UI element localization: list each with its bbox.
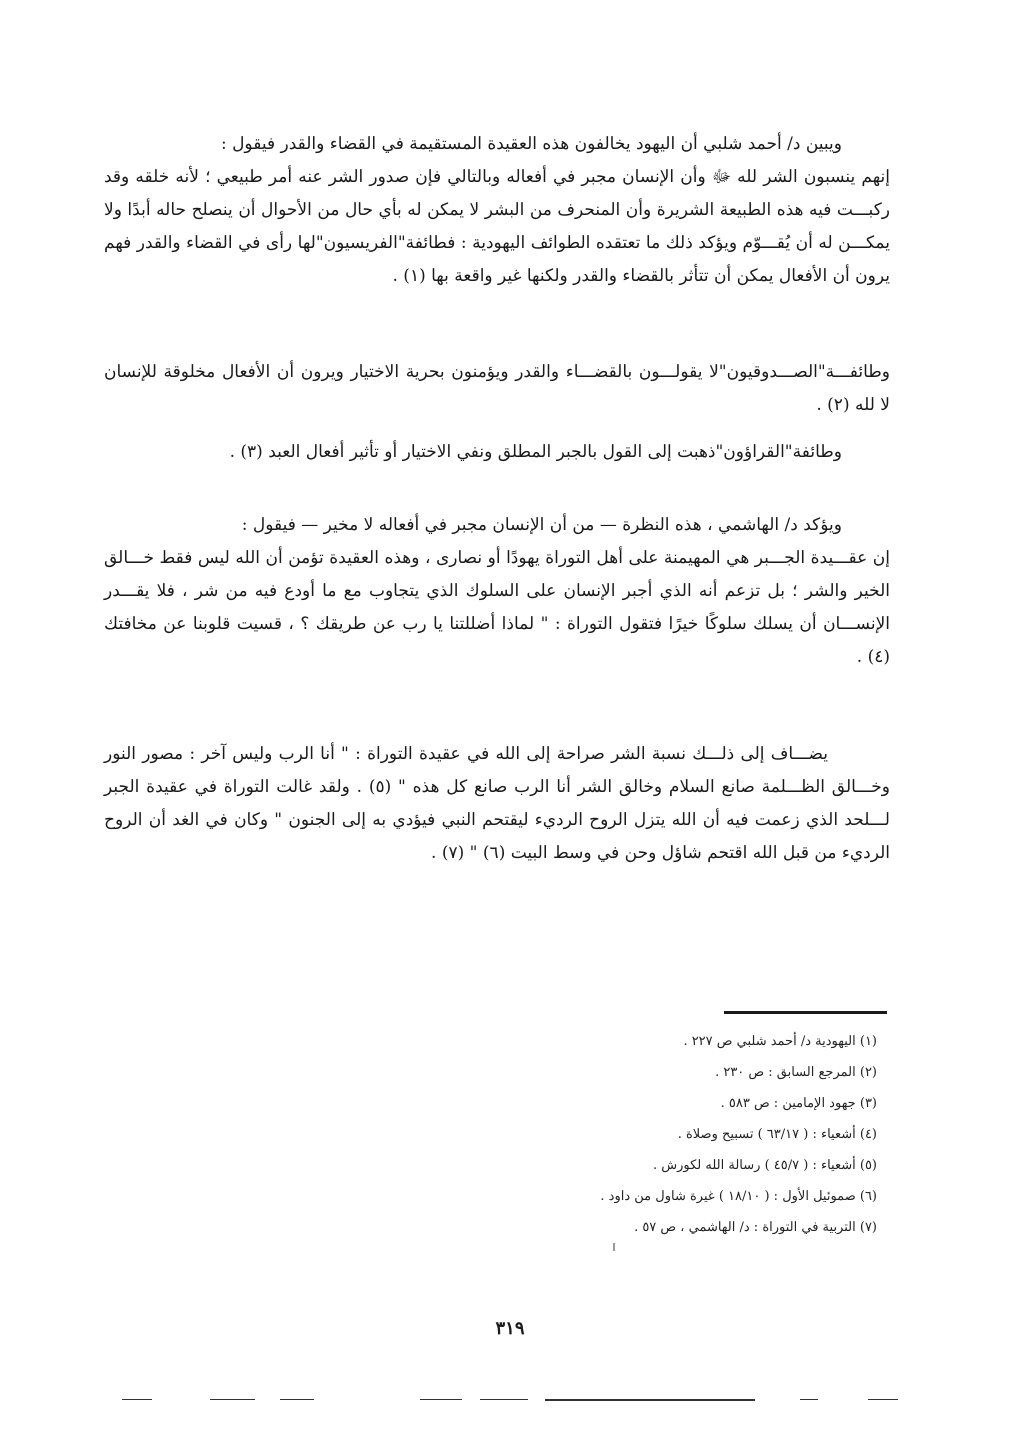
paragraph-4-intro: ويؤكد د/ الهاشمي ، هذه النظرة — من أن الإنسان مجبر في أفعاله لا مخير — فيقول :: [241, 515, 842, 535]
footnotes: [457, 1026, 877, 1243]
bottom-edge-dash: [480, 1399, 528, 1400]
footnote-6: (٦) صموئيل الأول : ( ١٨/١٠ ) غيرة شاول من داود .: [600, 1189, 877, 1204]
footnote-7: (٧) التربية في التوراة : د/ الهاشمي ، ص ٥٧ .: [634, 1220, 877, 1235]
bottom-edge-dash: [800, 1399, 818, 1400]
paragraph-2: وطائفـــة"الصـــدوقيون"لا يقولـــون بالقضـــاء والقدر ويؤمنون بحرية الاختيار ويرون أن الأفعال مخلوقة للإنسان لا لله (٢) .: [104, 362, 890, 415]
footnote-1: (١) اليهودية د/ أحمد شلبي ص ٢٢٧ .: [683, 1034, 877, 1049]
paragraph-1-body: إنهم ينسبون الشر لله ﷻ وأن الإنسان مجبر في أفعاله وبالتالي فإن صدور الشر عنه أمر طبيعي ؛ لأنه خلقه وقد ركبـــت فيه هذه الطبيعة الشريرة وأن المنحرف من البشر لا يمكن له بأي حال من الأحوال أن ينصلح حاله أبدًا ولا يمكـــن له أن يُقـــوّم ويؤكد ذلك ما تعتقده الطوائف اليهودية : فطائفة"الفريسيون"لها رأى في القضاء والقدر فهم يرون أن الأفعال يمكن أن تتأثر بالقضاء والقدر ولكنها غير واقعة بها (١) .: [104, 167, 890, 286]
bottom-edge-dash: [122, 1399, 152, 1400]
paragraph-3: وطائفة"القراؤون"ذهبت إلى القول بالجبر المطلق ونفي الاختيار أو تأثير أفعال العبد (٣) .: [229, 442, 842, 462]
footnote-3: (٣) جهود الإمامين : ص ٥٨٣ .: [720, 1096, 877, 1111]
bottom-edge-dash: [280, 1399, 314, 1400]
bottom-edge-dash: [420, 1399, 462, 1400]
paragraph-5: يضـــاف إلى ذلـــك نسبة الشر صراحة إلى الله في عقيدة التوراة : " أنا الرب وليس آخر : مصور النور وخـــالق الظـــلمة صانع السلام وخالق الشر أنا الرب صانع كل هذه " (٥) . ولقد غالت التوراة في عقيدة الجبر لـــلحد الذي زعمت فيه أن الله يتزل الروح الرديء ليقتحم النبي فيؤدي به إلى الجنون " وكان في الغد أن الروح الرديء من قبل الله اقتحم شاؤل وحن في وسط البيت (٦) " (٧) .: [104, 744, 890, 863]
bottom-edge-dash: [210, 1399, 255, 1400]
paragraph-block-5: [104, 738, 890, 870]
footnote-4: (٤) أشعياء : ( ٦٣/١٧ ) تسبيح وصلاة .: [677, 1127, 877, 1142]
footnote-2: (٢) المرجع السابق : ص ٢٣٠ .: [715, 1065, 877, 1080]
paragraph-4-body: إن عقـــيدة الجـــبر هي المهيمنة على أهل التوراة يهودًا أو نصارى ، وهذه العقيدة تؤمن أن الله ليس فقط خـــالق الخير والشر ؛ بل تزعم أنه الذي أجبر الإنسان على السلوك الذي يتجاوب مع ما أودع فيه من شر ، فلا يقـــدر الإنســـان أن يسلك سلوكًا خيرًا فتقول التوراة : " لماذا أضللتنا يا رب عن طريقك ؟ ، قسيت قلوبنا عن مخافتك (٤) .: [104, 548, 890, 667]
paragraph-block-3: [104, 436, 890, 469]
bottom-edge-dash: [545, 1399, 755, 1401]
paragraph-block-1: [104, 128, 890, 293]
bottom-edge-dash: [868, 1399, 898, 1400]
footnote-separator: [724, 1011, 887, 1014]
paragraph-block-4: [104, 509, 890, 674]
paragraph-block-2: [104, 356, 890, 422]
footnote-5: (٥) أشعياء : ( ٤٥/٧ ) رسالة الله لكورش .: [653, 1158, 877, 1173]
scan-mark: [613, 1243, 615, 1251]
paragraph-1-intro: ويبين د/ أحمد شلبي أن اليهود يخالفون هذه العقيدة المستقيمة في القضاء والقدر فيقول :: [220, 134, 842, 154]
page-number: ٣١٩: [495, 1318, 525, 1339]
